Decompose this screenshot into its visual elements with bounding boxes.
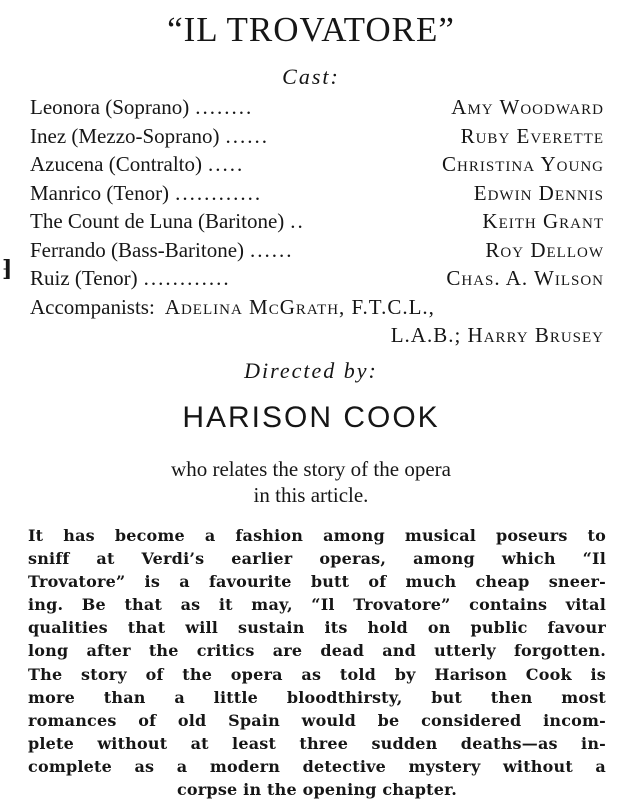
article-line: The story of the opera as told by Harison Cook is bbox=[28, 664, 606, 684]
cast-row-leonora bbox=[30, 93, 604, 122]
opera-title: “IL TROVATORE” bbox=[167, 10, 455, 49]
article-line: more than a little bloodthirsty, but then most bbox=[28, 687, 606, 707]
cast-list bbox=[30, 93, 604, 350]
accompanists-names-continued: L.A.B.; Harry Brusey bbox=[390, 323, 604, 347]
cast-row-inez bbox=[30, 122, 604, 151]
cast-heading: Cast: bbox=[282, 64, 340, 89]
cast-performer: Chas. A. Wilson bbox=[446, 266, 604, 290]
cast-leader-dots: .. bbox=[290, 209, 305, 233]
cast-row-count-de-luna bbox=[30, 207, 604, 236]
cast-role: Ferrando (Bass-Baritone) bbox=[30, 237, 245, 262]
cast-leader-dots: ..... bbox=[208, 152, 245, 176]
accompanists-names: Adelina McGrath, F.T.C.L., bbox=[164, 294, 435, 319]
cast-leader-dots: ...... bbox=[250, 237, 294, 262]
article-line: It has become a fashion among musical poseurs to bbox=[28, 526, 606, 545]
cast-role: Inez (Mezzo-Soprano) bbox=[30, 123, 220, 148]
cast-performer: Christina Young bbox=[442, 152, 604, 176]
article-line: ing. Be that as it may, “Il Trovatore” contains vital bbox=[28, 595, 606, 615]
cast-role: Leonora (Soprano) bbox=[30, 95, 190, 119]
cast-leader-dots: ........ bbox=[195, 95, 254, 119]
cast-row-azucena bbox=[30, 150, 604, 179]
article-line: sniff at Verdi’s earlier operas, among which “Il bbox=[28, 549, 606, 569]
article-line: long after the critics are dead and utterly forgotten. bbox=[28, 641, 606, 661]
cast-role: The Count de Luna (Baritone) bbox=[30, 209, 285, 233]
article-line: romances of old Spain would be considered incom- bbox=[28, 710, 606, 730]
cast-performer: Ruby Everette bbox=[460, 123, 604, 148]
accompanists-row bbox=[30, 293, 604, 322]
article-line: complete as a modern detective mystery without a bbox=[28, 756, 606, 776]
cast-role: Ruiz (Tenor) bbox=[30, 266, 138, 290]
cast-role: Azucena (Contralto) bbox=[30, 152, 203, 176]
cast-performer: Roy Dellow bbox=[485, 237, 604, 262]
cast-row-ruiz bbox=[30, 264, 604, 293]
cast-row-manrico bbox=[30, 179, 604, 208]
article-line: qualities that will sustain its hold on public favour bbox=[28, 618, 606, 638]
accompanists-label: Accompanists: bbox=[30, 294, 155, 319]
cast-role: Manrico (Tenor) bbox=[30, 180, 170, 205]
print-blemish-mark: ⁆ bbox=[2, 256, 13, 281]
cast-performer: Edwin Dennis bbox=[473, 180, 604, 205]
article-line: plete without at least three sudden deaths—as in- bbox=[28, 733, 606, 753]
cast-row-ferrando bbox=[30, 236, 604, 265]
director-name: HARISON COOK bbox=[182, 401, 440, 434]
cast-performer: Keith Grant bbox=[482, 209, 604, 233]
article-line: Trovatore” is a favourite butt of much cheap sneer- bbox=[28, 572, 606, 592]
article-subtitle bbox=[0, 456, 622, 508]
cast-leader-dots: ............ bbox=[143, 266, 231, 290]
cast-performer: Amy Woodward bbox=[451, 95, 604, 119]
cast-leader-dots: ............ bbox=[175, 180, 263, 205]
article-body bbox=[28, 524, 606, 801]
article-line: corpse in the opening chapter. bbox=[176, 780, 457, 800]
article-subtitle-line-1: who relates the story of the opera bbox=[171, 457, 451, 481]
directed-by-heading: Directed by: bbox=[244, 358, 378, 383]
cast-leader-dots: ...... bbox=[225, 123, 269, 148]
article-subtitle-line-2: in this article. bbox=[253, 483, 369, 507]
